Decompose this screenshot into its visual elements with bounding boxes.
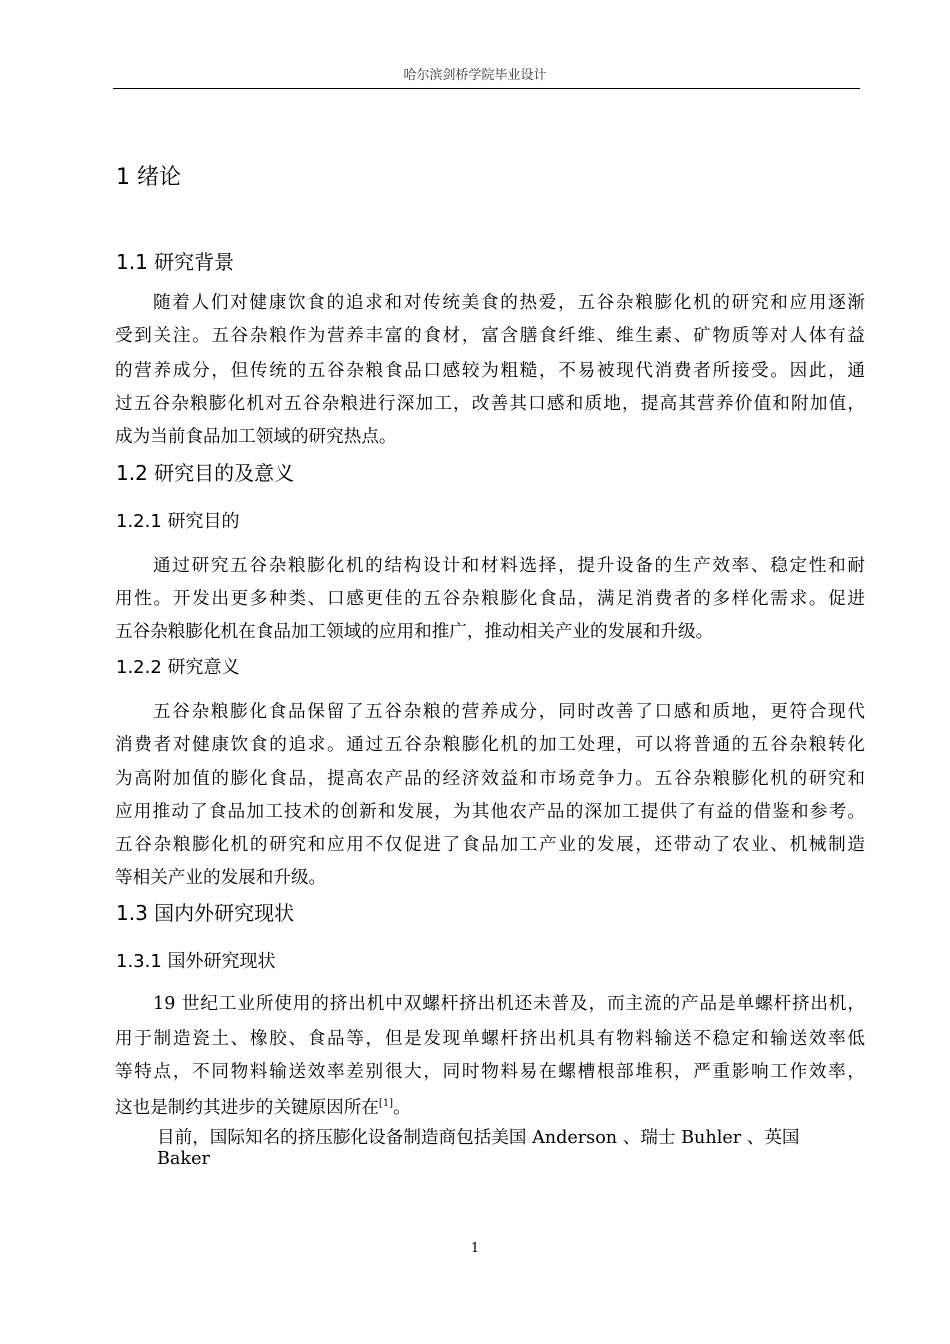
paragraph-line: 19 世纪工业所使用的挤出机中双螺杆挤出机还未普及，而主流的产品是单螺杆挤出机， — [153, 994, 865, 1014]
paragraph-line: 应用推动了食品加工技术的创新和发展，为其他农产品的深加工提供了有益的借鉴和参考。 — [115, 802, 865, 822]
section-title-1-3-1: 1.3.1 国外研究现状 — [116, 951, 276, 972]
paragraph-line: 的营养成分，但传统的五谷杂粮食品口感较为粗糙，不易被现代消费者所接受。因此，通 — [115, 361, 865, 381]
paragraph-line: 受到关注。五谷杂粮作为营养丰富的食材，富含膳食纤维、维生素、矿物质等对人体有益 — [115, 326, 865, 346]
citation-ref[interactable]: [1] — [378, 1098, 394, 1109]
header-rule — [113, 88, 860, 89]
section-title-1-2: 1.2 研究目的及意义 — [116, 461, 295, 485]
page-header: 哈尔滨剑桥学院毕业设计 — [403, 68, 547, 83]
section-title-1-2-1: 1.2.1 研究目的 — [116, 511, 240, 532]
paragraph-line: 等相关产业的发展和升级。 — [115, 868, 327, 888]
paragraph-line: 五谷杂粮膨化食品保留了五谷杂粮的营养成分，同时改善了口感和质地，更符合现代 — [153, 702, 865, 722]
paragraph-line: 过五谷杂粮膨化机对五谷杂粮进行深加工，改善其口感和质地，提高其营养价值和附加值， — [115, 394, 865, 414]
line-end: 。 — [393, 1097, 411, 1118]
paragraph-line: 消费者对健康饮食的追求。通过五谷杂粮膨化机的加工处理，可以将普通的五谷杂粮转化 — [115, 735, 865, 755]
paragraph-line: 五谷杂粮膨化机的研究和应用不仅促进了食品加工产业的发展，还带动了农业、机械制造 — [115, 835, 865, 855]
chapter-title: 1 绪论 — [116, 165, 181, 190]
paragraph-line: 等特点，不同物料输送效率差别很大，同时物料易在螺槽根部堆积，严重影响工作效率， — [115, 1062, 865, 1082]
paragraph: 目前，国际知名的挤压膨化设备制造商包括美国 Anderson 、瑞士 Buhler 、英国 Baker — [157, 1128, 800, 1169]
section-title-1-1: 1.1 研究背景 — [116, 250, 235, 274]
page-number: 1 — [470, 1241, 480, 1256]
paragraph-line: 五谷杂粮膨化机在食品加工领域的应用和推广，推动相关产业的发展和升级。 — [115, 622, 714, 642]
paragraph-line: 为高附加值的膨化食品，提高农产品的经济效益和市场竞争力。五谷杂粮膨化机的研究和 — [115, 769, 865, 789]
section-title-1-3: 1.3 国内外研究现状 — [116, 901, 295, 925]
paragraph-line: 通过研究五谷杂粮膨化机的结构设计和材料选择，提升设备的生产效率、稳定性和耐 — [153, 556, 865, 576]
line-text: 这也是制约其进步的关键原因所在 — [115, 1097, 379, 1118]
paragraph-line: 随着人们对健康饮食的追求和对传统美食的热爱，五谷杂粮膨化机的研究和应用逐渐 — [153, 293, 865, 313]
paragraph-line: 用于制造瓷土、橡胶、食品等，但是发现单螺杆挤出机具有物料输送不稳定和输送效率低 — [115, 1029, 865, 1049]
paragraph-line — [115, 1092, 865, 1120]
section-title-1-2-2: 1.2.2 研究意义 — [116, 657, 240, 678]
paragraph-line: 成为当前食品加工领域的研究热点。 — [115, 427, 397, 447]
paragraph-line: 用性。开发出更多种类、口感更佳的五谷杂粮膨化食品，满足消费者的多样化需求。促进 — [115, 589, 865, 609]
